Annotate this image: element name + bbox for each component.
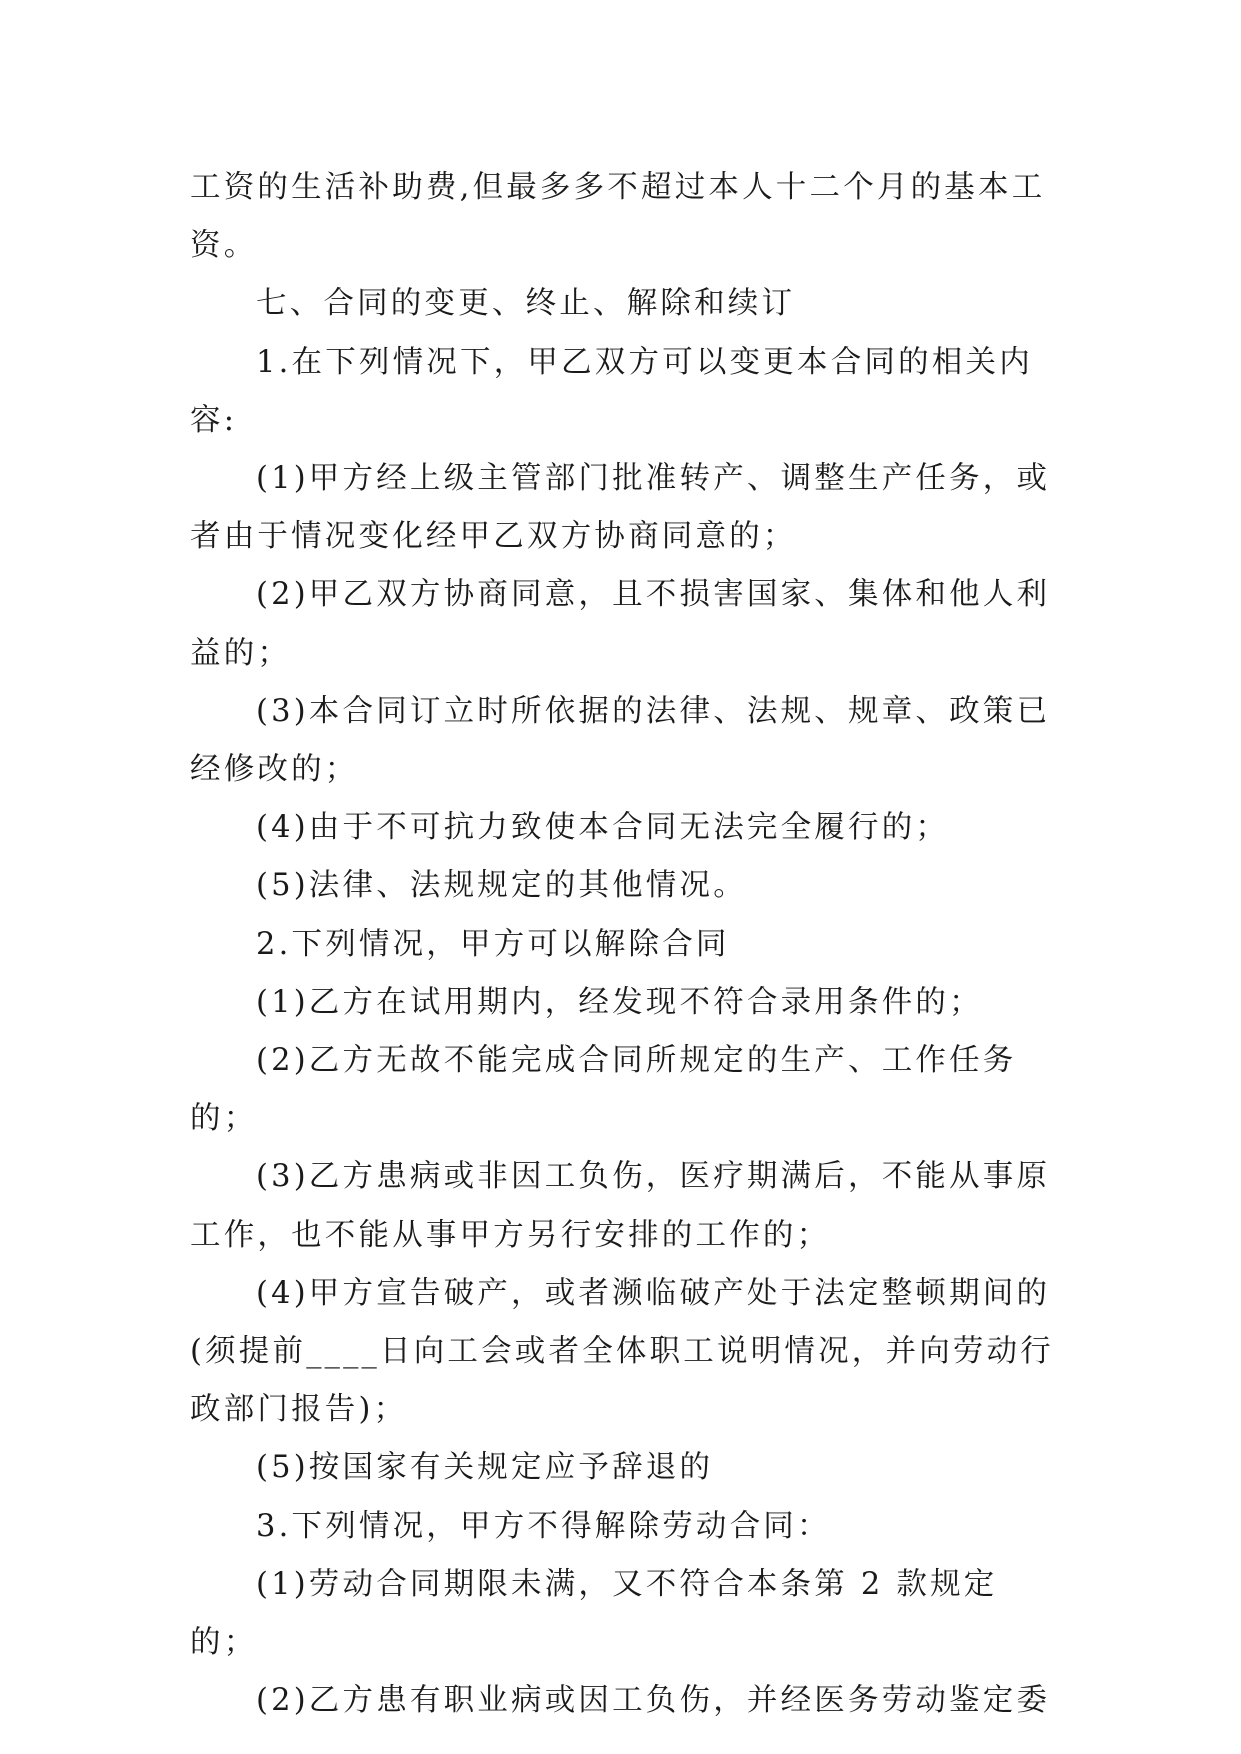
list-item: (1)乙方在试用期内，经发现不符合录用条件的； [256,984,983,1020]
list-item: (1)劳动合同期限未满，又不符合本条第 2 款规定的； [190,1566,998,1661]
paragraph: 工资的生活补助费,但最多多不超过本人十二个月的基本工资。 [190,170,1046,264]
document-body [190,159,1060,1730]
list-item: (2)乙方患有职业病或因工负伤，并经医务劳动鉴定委 [256,1683,1051,1719]
list-item: (4)甲方宣告破产，或者濒临破产处于法定整顿期间的(须提前____日向工会或者全体职工说明情况，并向劳动行政部门报告)； [190,1275,1054,1428]
clause: 2.下列情况，甲方可以解除合同 [256,926,730,962]
clause: 3.下列情况，甲方不得解除劳动合同： [256,1508,831,1544]
clause: 1.在下列情况下，甲乙双方可以变更本合同的相关内容: [190,344,1033,438]
list-item: (2)甲乙双方协商同意，且不损害国家、集体和他人利益的； [190,577,1051,671]
list-item: (5)法律、法规规定的其他情况。 [256,868,747,904]
list-item: (3)乙方患病或非因工负伤，医疗期满后，不能从事原工作，也不能从事甲方另行安排的工作的； [190,1159,1051,1253]
list-item: (4)由于不可抗力致使本合同无法完全履行的； [256,810,950,846]
list-item: (3)本合同订立时所依据的法律、法规、规章、政策已经修改的； [190,693,1051,788]
list-item: (1)甲方经上级主管部门批准转产、调整生产任务，或者由于情况变化经甲乙双方协商同意的； [190,461,1051,555]
list-item: (5)按国家有关规定应予辞退的 [256,1450,714,1486]
list-item: (2)乙方无故不能完成合同所规定的生产、工作任务的； [190,1043,1017,1137]
section-heading: 七、合同的变更、终止、解除和续订 [256,286,796,322]
